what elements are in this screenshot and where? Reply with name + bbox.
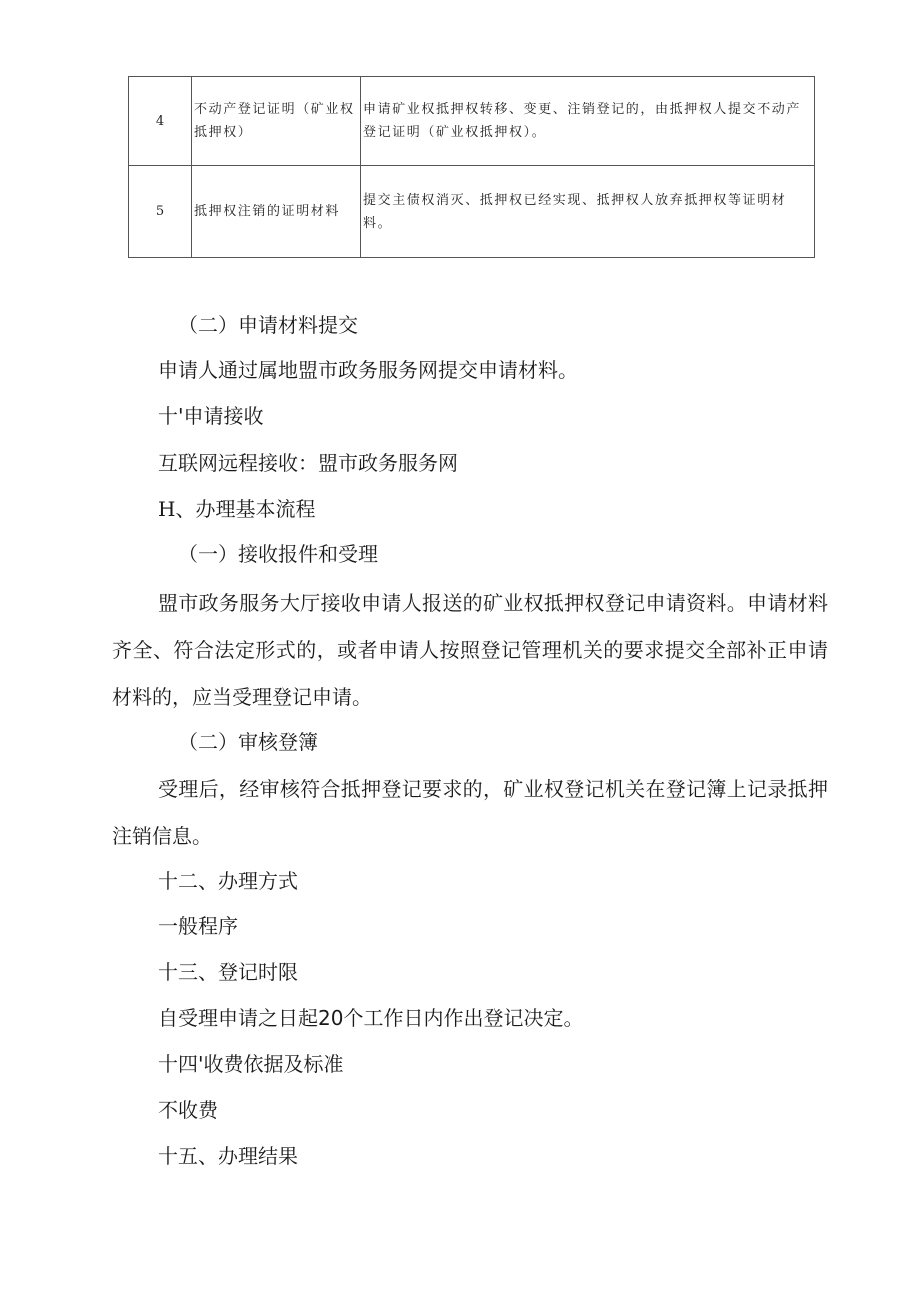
subsection-heading: （一）接收报件和受理: [178, 542, 378, 566]
row-number: 5: [129, 166, 192, 258]
section-heading: 十五、办理结果: [158, 1144, 298, 1168]
section-heading: 十三、登记时限: [158, 960, 298, 984]
body-text: 互联网远程接收：盟市政务服务网: [158, 451, 458, 475]
body-paragraph: 受理后，经审核符合抵押登记要求的，矿业权登记机关在登记簿上记录抵押注销信息。: [112, 777, 828, 848]
section-heading: 十'申请接收: [158, 404, 264, 428]
section-heading: [158, 494, 315, 524]
material-description: 申请矿业权抵押权转移、变更、注销登记的，由抵押权人提交不动产登记证明（矿业权抵押权）。: [361, 77, 815, 166]
body-text: 申请人通过属地盟市政务服务网提交申请材料。: [158, 358, 578, 382]
section-number: H: [158, 497, 176, 521]
body-paragraph: 盟市政务服务大厅接收申请人报送的矿业权抵押权登记申请资料。申请材料齐全、符合法定形式的，或者申请人按照登记管理机关的要求提交全部补正申请材料的，应当受理登记申请。: [112, 591, 828, 709]
table-row: [129, 166, 815, 258]
materials-table: [128, 76, 815, 258]
material-description: 提交主债权消灭、抵押权已经实现、抵押权人放弃抵押权等证明材料。: [361, 166, 815, 258]
section-heading: 十二、办理方式: [158, 869, 298, 893]
row-number: 4: [129, 77, 192, 166]
body-text: 不收费: [158, 1098, 218, 1122]
material-name: 抵押权注销的证明材料: [192, 166, 361, 258]
section-title: 、办理基本流程: [175, 497, 316, 521]
section-heading: 十四'收费依据及标准: [158, 1052, 344, 1076]
subsection-heading: （二）申请材料提交: [178, 313, 358, 337]
material-name: 不动产登记证明（矿业权抵押权）: [192, 77, 361, 166]
subsection-heading: （二）审核登簿: [178, 730, 318, 754]
body-text: 自受理申请之日起20个工作日内作出登记决定。: [158, 1006, 584, 1030]
table-row: [129, 77, 815, 166]
body-text: 一般程序: [158, 914, 238, 938]
